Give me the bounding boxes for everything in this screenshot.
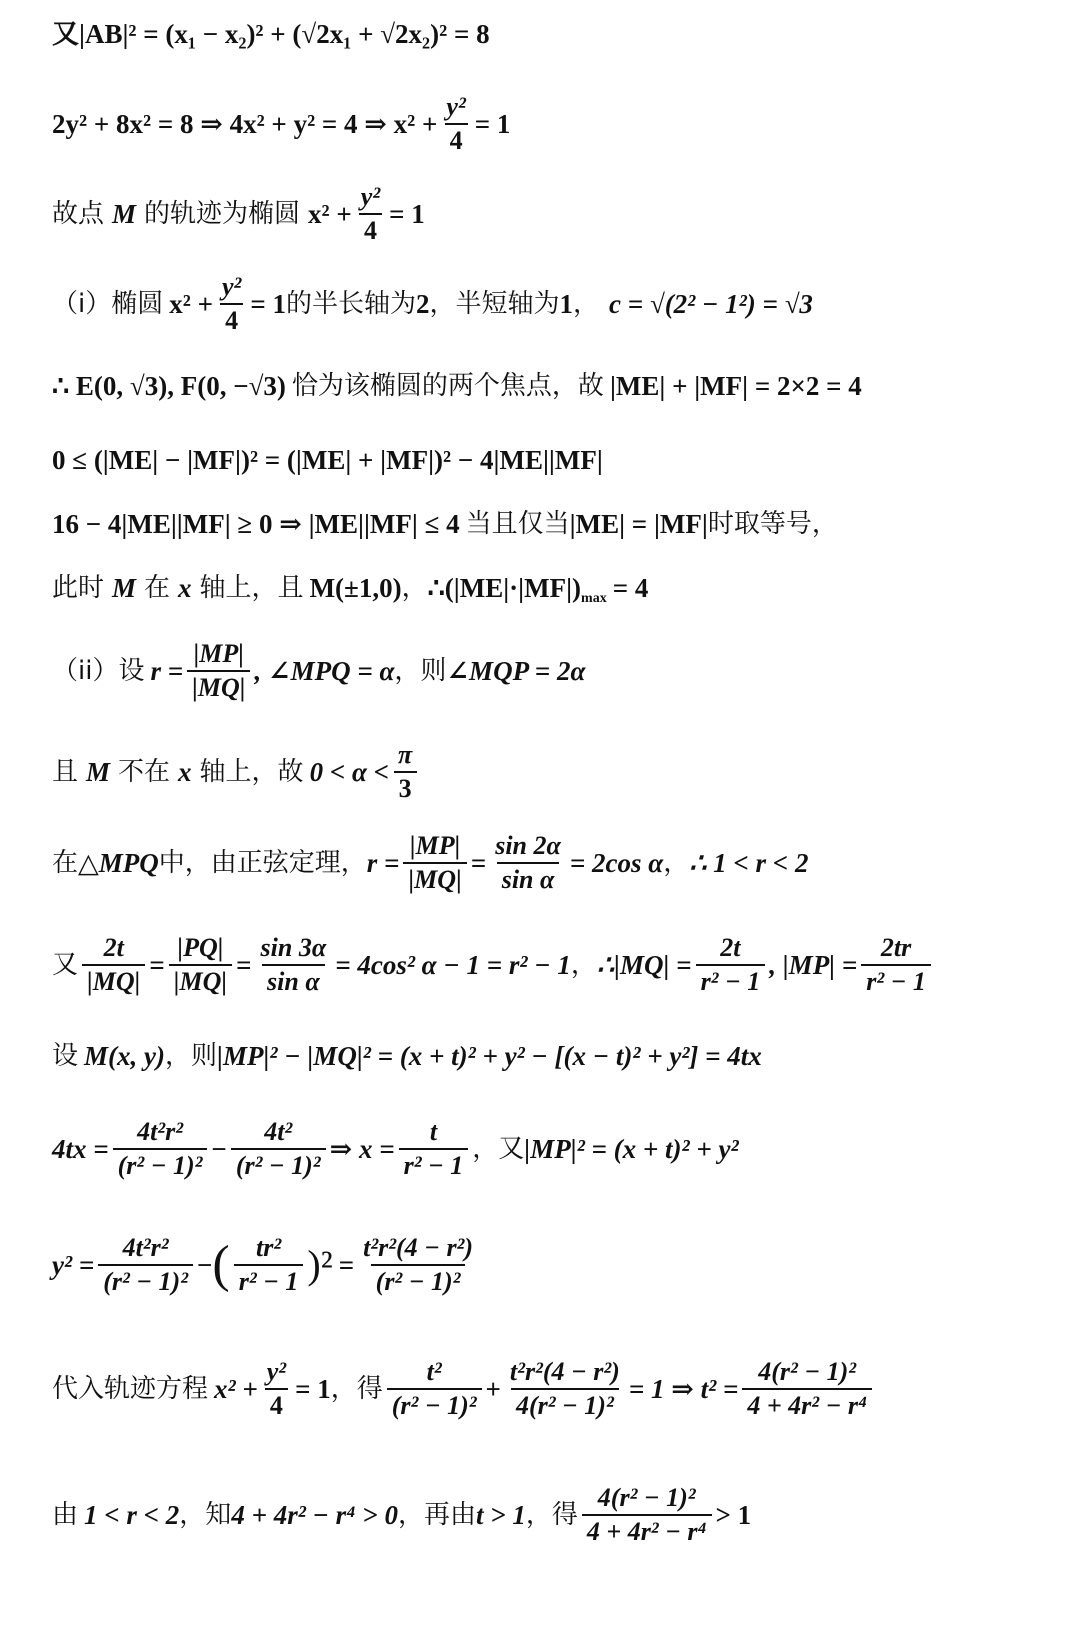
text: 轴上，且 xyxy=(199,573,304,603)
equals: = xyxy=(338,1249,355,1280)
denominator: |MQ| xyxy=(82,964,145,995)
fraction xyxy=(234,1235,304,1295)
numerator: 4t²r² xyxy=(122,1233,169,1262)
equation: = 1 xyxy=(295,1373,331,1404)
numerator: t²r²(4 − r²) xyxy=(363,1233,474,1262)
equation: = 1 xyxy=(250,288,286,319)
math-line-13 xyxy=(52,1034,1060,1078)
equation: 1 < r < 2 xyxy=(84,1499,180,1530)
numerator: y² xyxy=(266,1357,287,1386)
numerator: t² xyxy=(426,1357,442,1386)
text: ，再由 xyxy=(397,1500,476,1530)
denominator: |MQ| xyxy=(169,964,232,995)
variable: M xyxy=(86,756,111,787)
denominator: (r² − 1)² xyxy=(371,1264,466,1295)
denominator: 4 + 4r² − r⁴ xyxy=(742,1388,872,1419)
denominator: |MQ| xyxy=(187,670,250,701)
numerator: 4(r² − 1)² xyxy=(758,1357,857,1386)
operator: − xyxy=(197,1249,213,1280)
equation: |ME| = |MF| xyxy=(569,508,708,539)
equation: r = xyxy=(366,847,400,878)
text: ， xyxy=(570,950,597,980)
operator: − xyxy=(211,1133,227,1164)
fraction xyxy=(98,1235,193,1295)
text: ， xyxy=(401,573,428,603)
text: 此时 xyxy=(52,573,105,603)
text: 不在 xyxy=(118,757,171,787)
text: 轴上，故 xyxy=(199,757,304,787)
value: 2 xyxy=(415,288,430,319)
equation: = 1 ⇒ t² = xyxy=(628,1373,739,1404)
denominator: 4(r² − 1)² xyxy=(511,1388,619,1419)
variable: x xyxy=(178,572,192,603)
text: 在 xyxy=(144,573,171,603)
denominator: (r² − 1)² xyxy=(98,1264,193,1295)
equation: x² + xyxy=(169,288,213,319)
numerator: sin 2α xyxy=(495,831,561,860)
variable: x xyxy=(178,756,192,787)
equation: = 4cos² α − 1 = r² − 1 xyxy=(335,949,571,980)
numerator: 2t xyxy=(103,933,124,962)
text: 中，由正弦定理， xyxy=(158,848,367,878)
math-line-6 xyxy=(52,440,1060,480)
text: ，半短轴为 xyxy=(429,289,560,319)
denominator: 4 xyxy=(445,123,468,154)
numerator: 4(r² − 1)² xyxy=(597,1483,696,1512)
equation: x² + xyxy=(214,1373,258,1404)
equation: ⇒ x = xyxy=(329,1133,395,1164)
subscript: max xyxy=(581,591,607,606)
text: 设 xyxy=(52,1041,79,1071)
fraction xyxy=(696,935,766,995)
fraction xyxy=(393,742,417,802)
text: 又 xyxy=(52,950,79,980)
equation: M(±1,0) xyxy=(309,572,402,603)
text: 故点 xyxy=(52,199,105,229)
equation: , ∠MPQ = α xyxy=(254,655,395,686)
math-line-3 xyxy=(52,182,1060,246)
text: ，得 xyxy=(330,1374,383,1404)
equation: 4 + 4r² − r⁴ > 0 xyxy=(231,1499,398,1530)
equation: ∠MQP = 2α xyxy=(446,655,586,686)
math-line-11 xyxy=(52,826,1060,900)
denominator: sin α xyxy=(262,964,325,995)
variable: M xyxy=(112,572,137,603)
fraction xyxy=(441,94,470,154)
text: （i）椭圆 xyxy=(52,289,164,319)
equation: 0 < α < xyxy=(309,756,390,787)
fraction xyxy=(582,1485,712,1545)
denominator: |MQ| xyxy=(403,862,466,893)
fraction xyxy=(187,641,250,701)
equation-left: 2y² + 8x² = 8 ⇒ 4x² + y² = 4 ⇒ x² + xyxy=(52,108,438,139)
equation: = 1 xyxy=(389,198,425,229)
paren: )² xyxy=(307,1242,333,1287)
numerator: 4t²r² xyxy=(137,1117,183,1146)
equation: 0 ≤ (|ME| − |MF|)² = (|ME| + |MF|)² − 4|ME||MF| xyxy=(52,444,603,475)
equation: ∴|MQ| = xyxy=(596,949,692,980)
text: ，知 xyxy=(179,1500,232,1530)
equation: |MP|² = (x + t)² + y² xyxy=(524,1133,739,1164)
numerator: |MP| xyxy=(409,831,461,860)
text: ，得 xyxy=(525,1500,578,1530)
numerator: t xyxy=(429,1117,438,1146)
text: 的半长轴为 xyxy=(285,289,416,319)
equation-right: = 1 xyxy=(474,108,511,139)
text: 当且仅当 xyxy=(465,509,570,539)
numerator: |MP| xyxy=(193,639,245,668)
text: ， xyxy=(663,848,690,878)
text: 的轨迹为椭圆 xyxy=(144,199,301,229)
math-line-8 xyxy=(52,566,1060,610)
equation: = 4 xyxy=(612,572,649,603)
text: ， xyxy=(572,289,599,319)
denominator: (r² − 1)² xyxy=(231,1148,326,1179)
math-line-4 xyxy=(52,272,1060,336)
numerator: y² xyxy=(221,272,242,301)
math-line-2 xyxy=(52,92,1060,156)
math-line-12: 又 $\frac{2t}{|MQ|}$ = $\frac{|PQ|}{|MQ|}$ = $\frac{\sin 3\alpha}{\text{sin α}}$ = 4cos² α − 1 = r² − 1 ， ∴|MQ| = $\frac{2t}{\text{r² − 1}}$ , |MP| = $\frac{2tr}{\text{r² − 1}}$ xyxy=(52,928,1060,1002)
math-line-10 xyxy=(52,738,1060,806)
math-line-14 xyxy=(52,1108,1060,1190)
numerator: y² xyxy=(446,92,466,121)
numerator: 4t² xyxy=(264,1117,293,1146)
equation: c = √(2² − 1²) = √3 xyxy=(609,288,813,319)
text: 时取等号， xyxy=(707,509,838,539)
fraction xyxy=(490,833,566,893)
fraction xyxy=(742,1359,872,1419)
text: （ii）设 xyxy=(52,656,145,686)
fraction xyxy=(356,184,385,244)
equation: x² + xyxy=(308,198,352,229)
text: ，则 xyxy=(165,1041,218,1071)
numerator: π xyxy=(398,740,413,769)
equals: = xyxy=(470,847,487,878)
denominator: 3 xyxy=(394,771,417,802)
value: 1 xyxy=(559,288,573,319)
math-line-16 xyxy=(52,1346,1060,1432)
text: ，则 xyxy=(394,656,447,686)
numerator: 2t xyxy=(720,933,741,962)
numerator: |PQ| xyxy=(177,933,224,962)
equation: ∴ 1 < r < 2 xyxy=(689,847,809,878)
numerator: 2tr xyxy=(880,933,912,962)
fraction xyxy=(403,833,466,893)
fraction xyxy=(399,1119,469,1179)
equation: |ME| + |MF| = 2×2 = 4 xyxy=(609,370,862,401)
text: 在 xyxy=(52,848,79,878)
operator: + xyxy=(485,1373,501,1404)
math-line-15 xyxy=(52,1222,1060,1308)
equation: , |MP| = xyxy=(769,949,858,980)
math-line-7 xyxy=(52,504,1060,544)
fraction xyxy=(505,1359,625,1419)
denominator: 4 + 4r² − r⁴ xyxy=(582,1514,712,1545)
text: 代入轨迹方程 xyxy=(52,1374,209,1404)
fraction xyxy=(358,1235,478,1295)
fraction xyxy=(113,1119,208,1179)
text: 且 xyxy=(52,757,79,787)
equation: > 1 xyxy=(715,1499,752,1530)
equation: ∴ E(0, √3), F(0, −√3) xyxy=(52,370,286,401)
text: 恰为该椭圆的两个焦点，故 xyxy=(291,371,604,401)
equation: t > 1 xyxy=(475,1499,526,1530)
denominator: 4 xyxy=(359,213,382,244)
denominator: 4 xyxy=(220,303,243,334)
denominator: r² − 1 xyxy=(861,964,931,995)
math-line-5 xyxy=(52,366,1060,406)
denominator: r² − 1 xyxy=(399,1148,469,1179)
numerator: y² xyxy=(360,182,381,211)
equation: = 2cos α xyxy=(569,847,664,878)
fraction xyxy=(169,935,232,995)
equation: 又|AB|² = (x₁ − x₂)² + (√2x₁ + √2x₂)² = 8 xyxy=(52,18,490,49)
denominator: 4 xyxy=(265,1388,288,1419)
equation: y² = xyxy=(52,1249,95,1280)
equation: M(x, y) xyxy=(84,1040,165,1071)
text: ，又 xyxy=(472,1134,525,1164)
denominator: (r² − 1)² xyxy=(387,1388,482,1419)
fraction xyxy=(256,935,332,995)
denominator: r² − 1 xyxy=(234,1264,304,1295)
fraction xyxy=(387,1359,482,1419)
equation: 16 − 4|ME||MF| ≥ 0 ⇒ |ME||MF| ≤ 4 xyxy=(52,508,460,539)
numerator: t²r²(4 − r²) xyxy=(509,1357,620,1386)
math-line-17 xyxy=(52,1472,1060,1558)
denominator: sin α xyxy=(497,862,560,893)
paren: ( xyxy=(212,1236,230,1293)
numerator: tr² xyxy=(255,1233,282,1262)
numerator: sin 3α xyxy=(260,933,327,962)
fraction xyxy=(217,274,246,334)
fraction xyxy=(262,1359,291,1419)
equation: r = xyxy=(150,655,184,686)
fraction xyxy=(231,1119,326,1179)
fraction xyxy=(82,935,145,995)
equation: 4tx = xyxy=(52,1133,109,1164)
math-line-1 xyxy=(52,14,1060,54)
variable: M xyxy=(112,198,137,229)
text: 由 xyxy=(52,1500,79,1530)
denominator: (r² − 1)² xyxy=(113,1148,208,1179)
equation: ∴(|ME|·|MF|) xyxy=(427,572,582,603)
equation: |MP|² − |MQ|² = (x + t)² + y² − [(x − t)² + y²] = 4tx xyxy=(217,1040,762,1071)
denominator: r² − 1 xyxy=(696,964,766,995)
math-line-9 xyxy=(52,634,1060,708)
equation: △MPQ xyxy=(78,847,159,878)
fraction xyxy=(861,935,931,995)
